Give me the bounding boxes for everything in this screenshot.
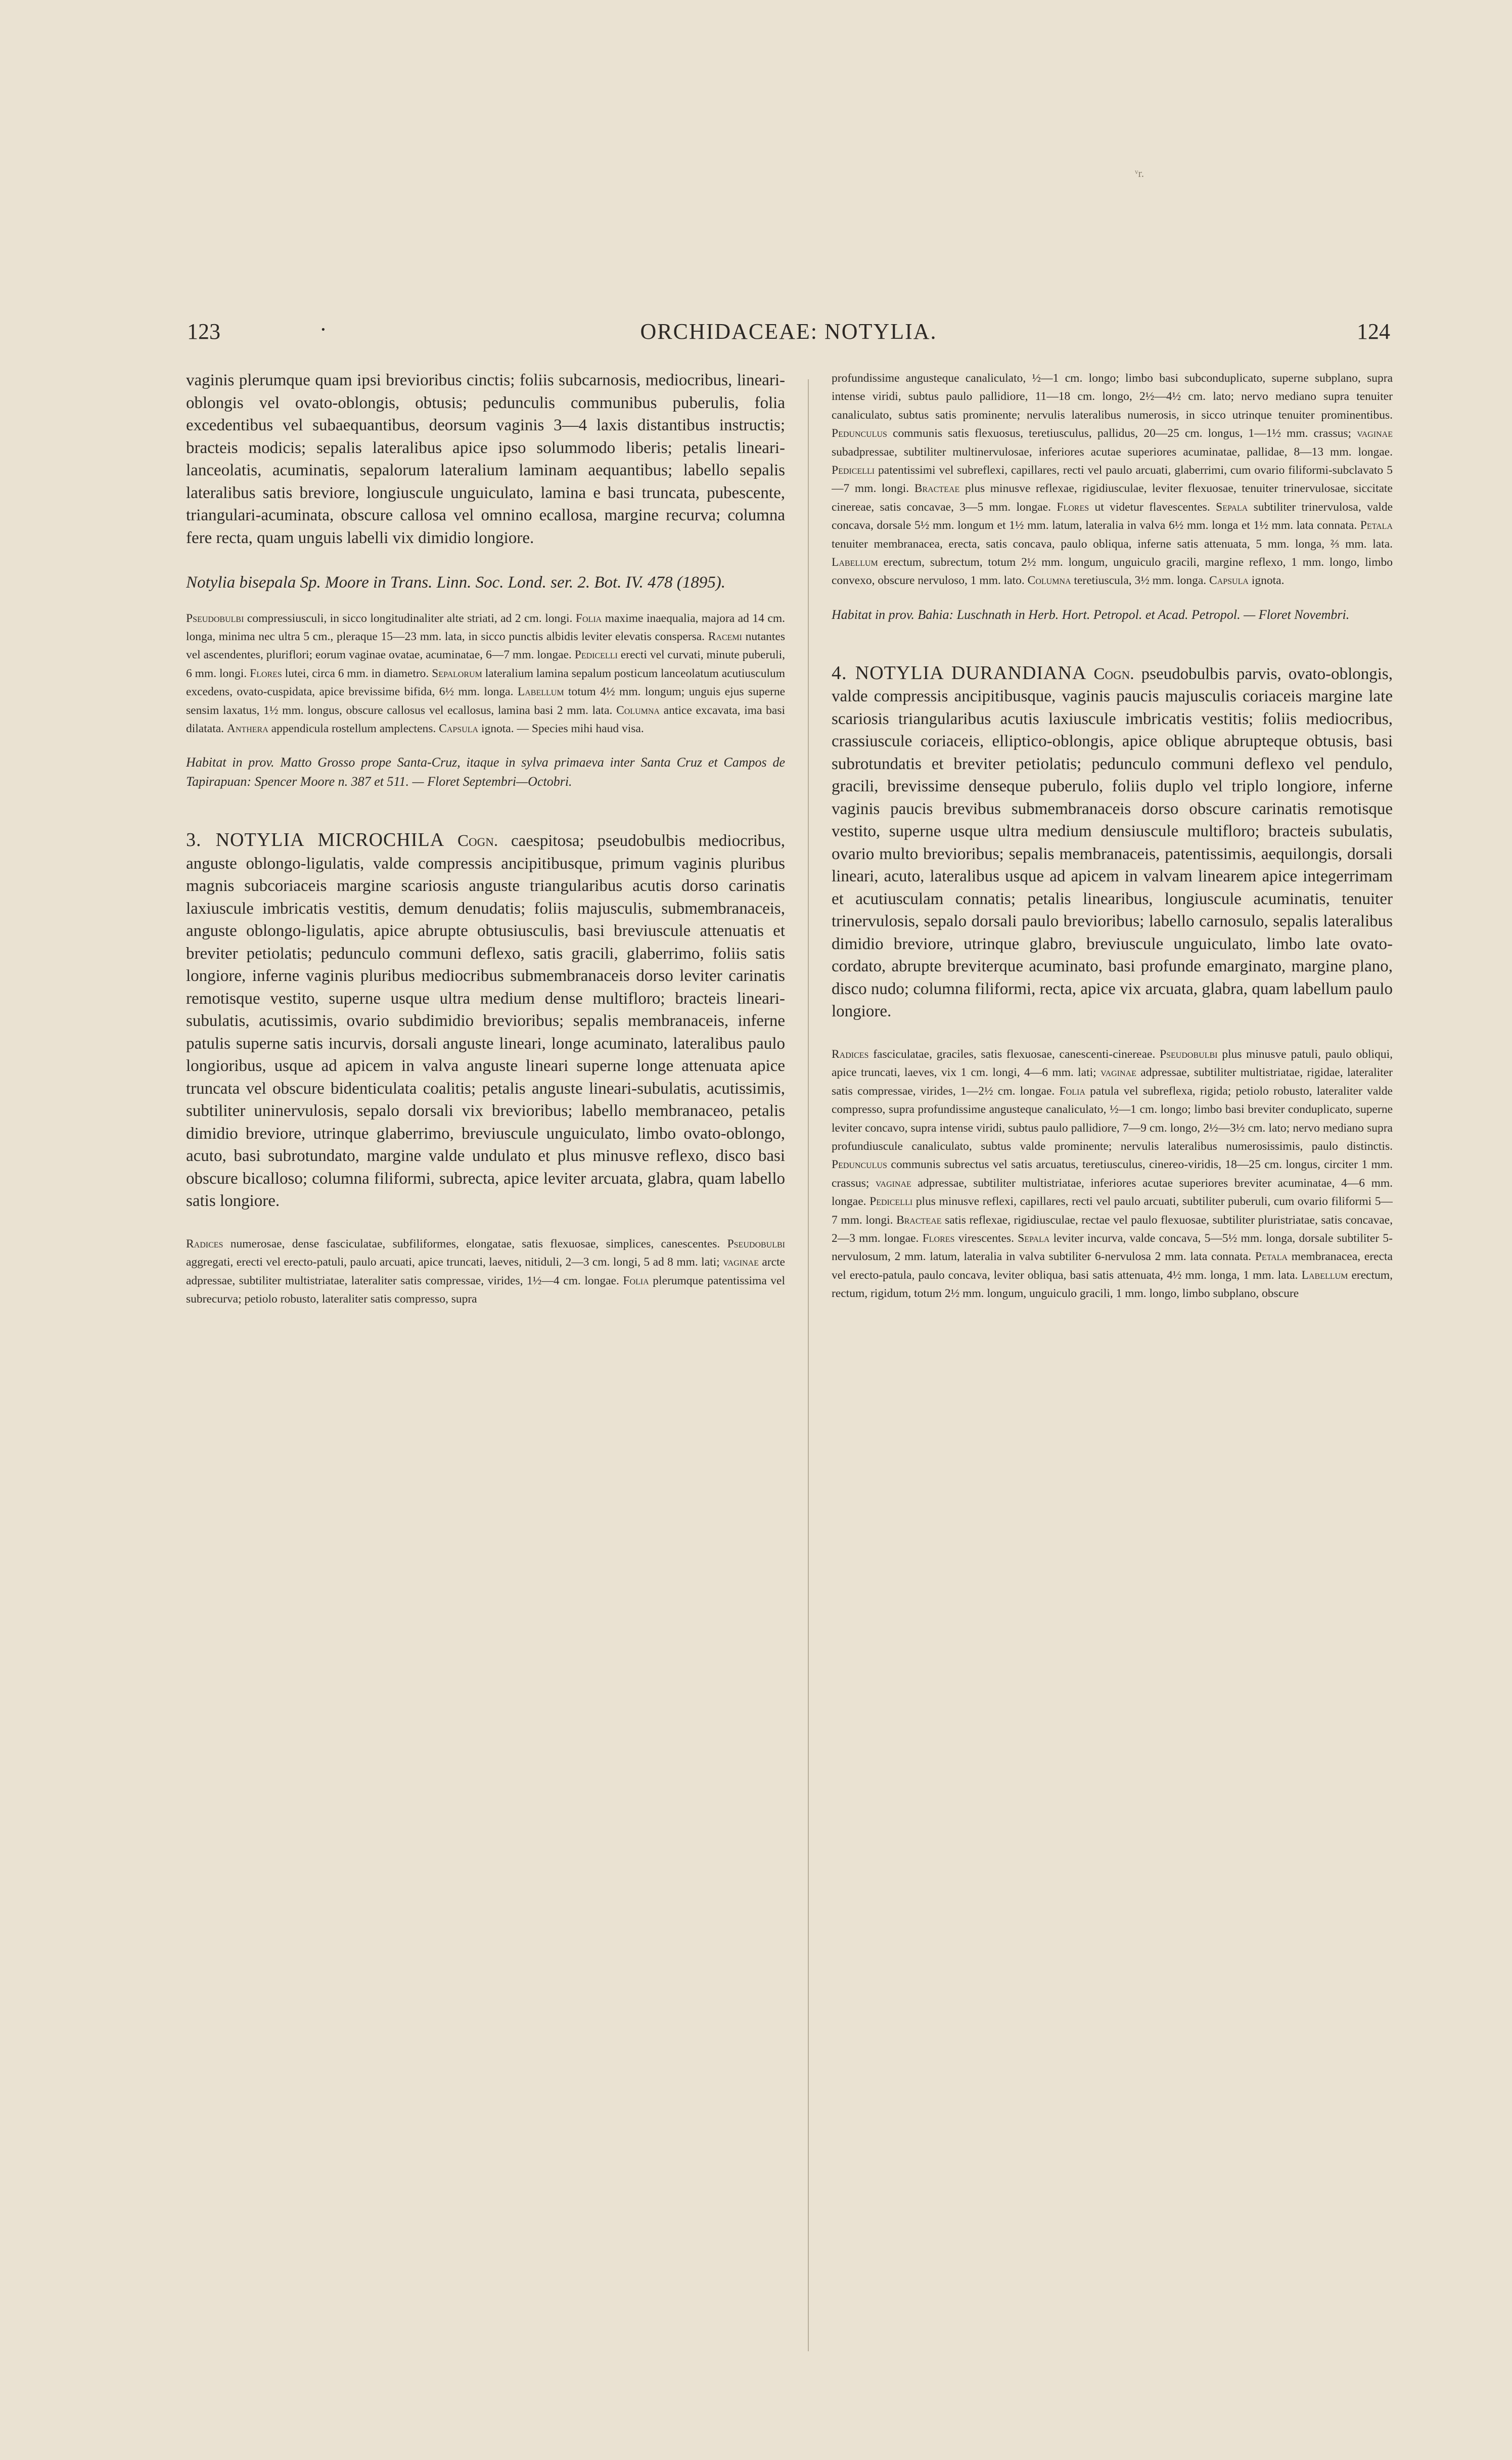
intro-paragraph: vaginis plerumque quam ipsi brevioribus cinctis; foliis subcarnosis, mediocribus, lineari-oblongis vel ovato-oblongis, obtusis; pedunculis communibus puberulis, folia excedentibus vel subaequantibus, deorsum vaginis 3—4 laxis distantibus instructis; bracteis modicis; sepalis lateralibus apice ipso solummodo liberis; petalis lineari-lanceolatis, acuminatis, sepalorum lateralium laminam aequantibus; labello sepalis lateralibus satis breviore, longiuscule unguiculato, lamina e basi truncata, pubescente, triangulari-acuminata, obscure callosa vel omnino ecallosa, margine recurva; columna fere recta, quam unguis labelli vix dimidio longiore. bbox=[186, 371, 785, 547]
page-header bbox=[187, 319, 1390, 354]
species-microchila bbox=[186, 829, 785, 1213]
description-bisepala: Pseudobulbi compressiusculi, in sicco longitudinaliter alte striati, ad 2 cm. longi. Folia maxime inaequalia, majora ad 14 cm. longa, minima nec ultra 5 cm., pleraque 15—23 mm. lata, in sicco punctis albidis leviter elevatis conspersa. Racemi nutantes vel ascendentes, pluriflori; eorum vaginae ovatae, acuminatae, 6—7 mm. longae. Pedicelli erecti vel curvati, minute puberuli, 6 mm. longi. Flores lutei, circa 6 mm. in diametro. Sepalorum lateralium lamina sepalum posticum lanceolatum acutiusculum excedens, ovato-cuspidata, apice brevissime bifida, 6½ mm. longa. Labellum totum 4½ mm. longum; unguis ejus superne sensim laxatus, 1½ mm. longus, obscure callosus vel ecallosus, lamina basi 2 mm. lata. Columna antice excavata, ima basi dilatata. Anthera appendicula rostellum amplectens. Capsula ignota. — Species mihi haud visa. bbox=[186, 611, 785, 735]
description-durandiana-details: Radices fasciculatae, graciles, satis flexuosae, canescenti-cinereae. Pseudobulbi plus minusve patuli, paulo obliqui, apice truncati, laeves, vix 1 cm. longi, 4—6 mm. lati; vaginae adpressae, subtiliter multistriatae, rigidae, lateraliter satis compressae, virides, 1—2½ cm. longae. Folia patula vel subreflexa, rigida; petiolo robusto, lateraliter valde compresso, supra profundissime angusteque canaliculato, ½—1 cm. longo; limbo basi breviter conduplicato, superne leviter concavo, supra intense viridi, subtus paulo pallidiore, 7—9 cm. longo, 2½—3½ cm. lato; nervo mediano supra profundiuscule canaliculato, subtus valde prominente; nervulis lateralibus numerosissimis, paulo distinctis. Pedunculus communis subrectus vel satis arcuatus, teretiusculus, cinereo-viridis, 18—25 cm. longus, circiter 1 mm. crassus; vaginae adpressae, subtiliter multistriatae, inferiores acutae superiores breviter acuminatae, 4—6 mm. longae. Pedicelli plus minusve reflexi, capillares, recti vel paulo arcuati, subtiliter puberuli, cum ovario filiformi 5—7 mm. longi. Bracteae satis reflexae, rigidiusculae, rectae vel paulo flexuosae, subtiliter pluristriatae, satis concavae, 2—3 mm. longae. Flores virescentes. Sepala leviter incurva, valde concava, 5—5½ mm. longa, dorsale subtiliter 5-nervulosum, 2 mm. latum, lateralia in valva subtiliter 6-nervulosa 2 mm. lata connata. Petala membranacea, erecta vel erecto-patula, paulo concava, leviter obliqua, basi satis attenuata, 4½ mm. longa, 1 mm. lata. Labellum erectum, rectum, rigidum, totum 2½ mm. longum, unguiculo gracili, 1 mm. longo, limbo subplano, obscure bbox=[832, 1047, 1393, 1301]
description-microchila-continued: profundissime angusteque canaliculato, ½—1 cm. longo; limbo basi subconduplicato, superne subplano, supra intense viridi, subtus paulo pallidiore, 11—18 cm. longo, 2½—4½ cm. lato; nervo mediano supra tenuiter canaliculato, subtus satis prominente; nervulis lateralibus numerosis, in sicco utrinque tenuiter prominentibus. Pedunculus communis satis flexuosus, teretiusculus, pallidus, 20—25 cm. longus, 1—1½ mm. crassus; vaginae subadpressae, subtiliter multinervulosae, inferiores acutae superiores acuminatae, pallidae, 8—13 mm. longae. Pedicelli patentissimi vel subreflexi, capillares, recti vel paulo arcuati, glaberrimi, cum ovario filiformi-subclavato 5—7 mm. longi. Bracteae plus minusve reflexae, rigidiusculae, leviter flexuosae, tenuiter trinervulosae, siccitate cinereae, satis concavae, 3—5 mm. longae. Flores ut videtur flavescentes. Sepala subtiliter trinervulosa, valde concava, dorsale 5½ mm. longum et 1½ mm. latum, lateralia in valva 6½ mm. longa et 1½ mm. lata connata. Petala tenuiter membranacea, erecta, satis concava, paulo obliqua, inferne satis attenuata, 5 mm. longa, ⅔ mm. lata. Labellum erectum, subrectum, totum 2½ mm. longum, unguiculo gracili, margine reflexo, 1 mm. longo, limbo convexo, obscure nervuloso, 1 mm. lato. Columna teretiuscula, 3½ mm. longa. Capsula ignota. bbox=[832, 372, 1393, 588]
habitat-microchila: Habitat in prov. Bahia: Luschnath in Herb. Hort. Petropol. et Acad. Petropol. — Floret Novembri. bbox=[832, 607, 1350, 622]
species-heading-durandiana: 4. NOTYLIA DURANDIANA bbox=[832, 662, 1087, 684]
running-title: ORCHIDACEAE: NOTYLIA. bbox=[640, 319, 937, 344]
column-divider bbox=[808, 379, 809, 2351]
left-column bbox=[186, 369, 785, 2382]
author-durandiana: Cogn. bbox=[1093, 664, 1134, 683]
page-number-right: 124 bbox=[1357, 319, 1390, 344]
species-heading-microchila: 3. NOTYLIA MICROCHILA bbox=[186, 829, 445, 851]
header-dot: · bbox=[319, 317, 327, 342]
species-durandiana bbox=[832, 662, 1393, 1023]
description-durandiana-latin: pseudobulbis parvis, ovato-oblongis, valde compressis ancipitibusque, vaginis paucis majusculis coriaceis margine late scariosis triangularibus acutis laxiuscule imbricatis vestitis; foliis mediocribus, crassiuscule coriaceis, elliptico-oblongis, apice oblique abruptеque obtusis, basi subrotundatis et breviter petiolatis; pedunculo communi deflexo vel pendulo, gracili, brevissime denseque puberulo, foliis duplo vel triplo longiore, inferne vaginis paucis brevibus submembranaceis dorso obscure carinatis remotisque vestito, superne usque ultra medium densiuscule multifloro; bracteis subulatis, ovario multo brevioribus; sepalis membranaceis, patentissimis, aequilongis, dorsali lineari, acuto, lateralibus usque ad apicem in valvam linearem apice integerrimam et acutiusculam connatis; petalis linearibus, longiuscule acuminatis, tenuiter trinervulosis, sepalo dorsali paulo brevioribus; labello carnosulo, sepalis lateralibus dimidio breviore, utrinque glabro, breviuscule unguiculato, limbo late ovato-cordato, abrupte breviterque acuminato, basi profunde emarginato, margine plano, disco nudo; columna filiformi, recta, apice vix arcuata, glabra, quam labellum paulo longiore. bbox=[832, 664, 1393, 1021]
right-column bbox=[832, 369, 1393, 2382]
page-marker: ᵛr. bbox=[1135, 167, 1144, 180]
habitat-bisepala: Habitat in prov. Matto Grosso prope Santa-Cruz, itaque in sylva primaeva inter Santa Cruz et Campos de Tapirapuan: Spencer Moore n. 387 et 511. — Floret Septembri—Octobri. bbox=[186, 755, 785, 789]
description-microchila-details: Radices numerosae, dense fasciculatae, subfiliformes, elongatae, satis flexuosae, simplices, canescentes. Pseudobulbi aggregati, erecti vel erecto-patuli, paulo arcuati, apice truncati, laeves, nitiduli, 2—3 cm. longi, 5 ad 8 mm. lati; vaginae arcte adpressae, subtiliter multistriatae, lateraliter satis compressae, virides, 1½—4 cm. longae. Folia plerumque patentissima vel subrecurva; petiolo robusto, lateraliter satis compresso, supra bbox=[186, 1237, 785, 1306]
author-microchila: Cogn. bbox=[457, 832, 498, 851]
description-microchila-latin: caespitosa; pseudobulbis mediocribus, anguste oblongo-ligulatis, valde compressis ancipitibusque, primum vaginis pluribus magnis subcoriaceis margine scariosis anguste triangularibus acutis dorso carinatis laxiuscule imbricatis vestitis, demum denudatis; foliis majusculis, submembranaceis, anguste oblongo-ligulatis, apice abrupte obtusiusculis, basi breviuscule attenuatis et breviter petiolatis; pedunculo communi deflexo, satis gracili, glaberrimo, foliis satis longiore, inferne vaginis pluribus mediocribus submembranaceis dorso leviter carinatis remotisque vestito, superne usque ultra medium dense multifloro; bracteis lineari-subulatis, acutissimis, ovario subdimidio brevioribus; sepalis membranaceis, inferne patulis superne satis incurvis, dorsali anguste lineari, longe acuminato, lateralibus paulo longioribus, usque ad apicem in valva anguste lineari superne longe attenuata apice truncata vel obscure bidenticulata coalitis; petalis anguste lineari-subulatis, acutissimis, subtiliter uninervulosis, sepalo dorsali vix brevioribus; labello membranaceo, petalis dimidio breviore, utrinque glaberrimo, breviuscule unguiculato, limbo ovato-oblongo, acuto, basi subrotundato, margine valde undulato et plus minusve reflexo, disco basi obscure bicalloso; columna filiformi, subrecta, apice leviter arcuata, glabra, quam labello satis longiore. bbox=[186, 832, 785, 1211]
page-number-left: 123 bbox=[187, 319, 220, 344]
synonym-bisepala: Notylia bisepala Sp. Moore in Trans. Linn. Soc. Lond. ser. 2. Bot. IV. 478 (1895). bbox=[186, 573, 726, 592]
